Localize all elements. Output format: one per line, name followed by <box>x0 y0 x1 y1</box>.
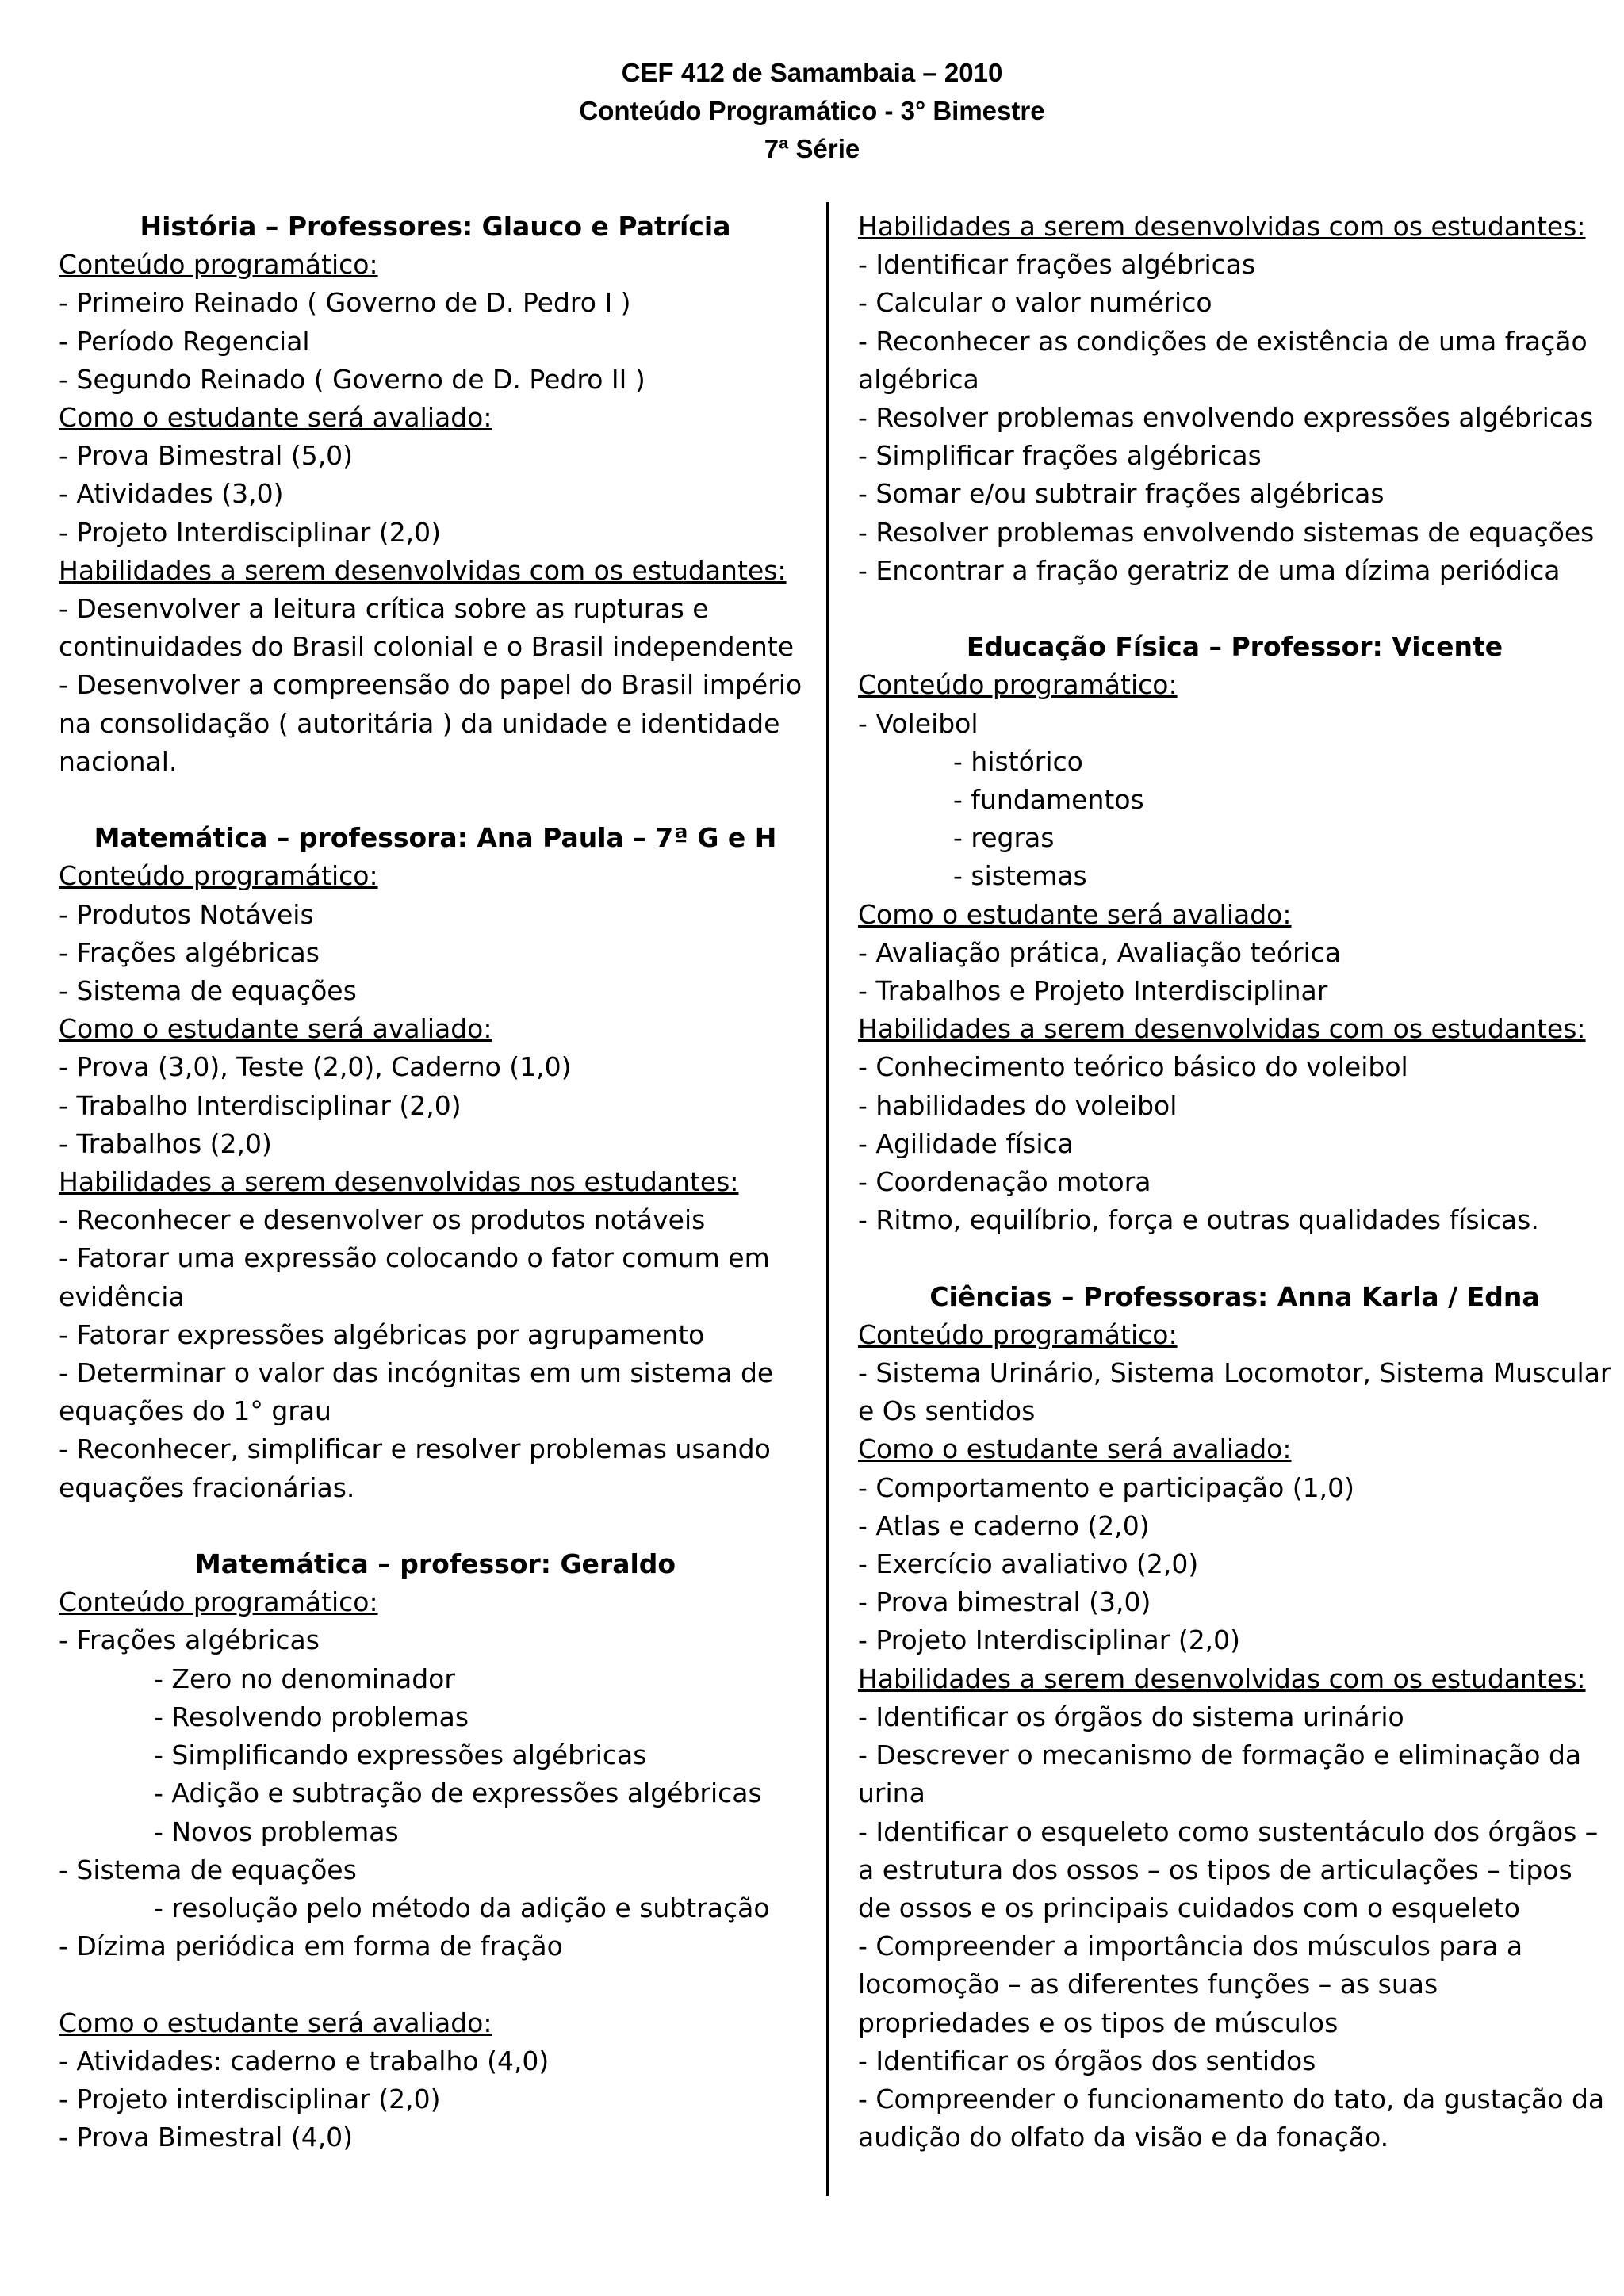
section-historia <box>59 208 812 781</box>
avaliacao-label: Como o estudante será avaliado: <box>59 2007 492 2038</box>
list-item: - Reconhecer e desenvolver os produtos notáveis <box>59 1204 706 1236</box>
list-item: - habilidades do voleibol <box>858 1089 1178 1121</box>
list-item: - Sistema Urinário, Sistema Locomotor, Sistema Muscular e Os sentidos <box>858 1357 1611 1427</box>
list-item: - Determinar o valor das incógnitas em um sistema de equações do 1° grau <box>59 1357 774 1427</box>
list-item: - Frações algébricas <box>59 936 320 968</box>
list-item: - Produtos Notáveis <box>59 898 314 930</box>
section-title: Ciências – Professoras: Anna Karla / Edna <box>929 1280 1540 1312</box>
list-item: - Segundo Reinado ( Governo de D. Pedro II ) <box>59 363 645 395</box>
conteudo-label: Conteúdo programático: <box>59 1586 378 1618</box>
list-item: - Voleibol <box>858 707 979 739</box>
list-item: - Reconhecer, simplificar e resolver problemas usando equações fracionárias. <box>59 1433 771 1503</box>
conteudo-label: Conteúdo programático: <box>59 860 378 892</box>
right-column <box>858 208 1611 2156</box>
list-item: - Atividades (3,0) <box>59 478 284 510</box>
section-educacao-fisica <box>858 628 1611 1239</box>
list-item: - Identificar os órgãos dos sentidos <box>858 2045 1316 2076</box>
list-item: - Sistema de equações <box>59 975 357 1007</box>
section-title: Matemática – professora: Ana Paula – 7ª G e H <box>94 822 777 854</box>
section-matematica-geraldo <box>59 1545 812 2156</box>
list-item: - Calcular o valor numérico <box>858 287 1212 319</box>
list-item: - Sistema de equações <box>59 1854 357 1885</box>
sub-list-item: - Novos problemas <box>154 1816 399 1847</box>
sub-list-item: - sistemas <box>953 860 1087 892</box>
list-item: - Conhecimento teórico básico do voleibol <box>858 1051 1408 1083</box>
avaliacao-label: Como o estudante será avaliado: <box>858 1433 1292 1465</box>
list-item: - Simplificar frações algébricas <box>858 440 1262 472</box>
column-divider <box>826 202 829 2196</box>
list-item: - Projeto interdisciplinar (2,0) <box>59 2083 441 2114</box>
list-item: - Prova (3,0), Teste (2,0), Caderno (1,0) <box>59 1051 572 1083</box>
list-item: - Comportamento e participação (1,0) <box>858 1471 1355 1503</box>
section-ciencias <box>858 1278 1611 2157</box>
list-item: - Identificar frações algébricas <box>858 249 1256 281</box>
list-item: - Atlas e caderno (2,0) <box>858 1510 1150 1541</box>
list-item: - Fatorar uma expressão colocando o fator comum em evidência <box>59 1242 770 1312</box>
list-item: - Ritmo, equilíbrio, força e outras qualidades físicas. <box>858 1204 1539 1236</box>
avaliacao-label: Como o estudante será avaliado: <box>59 1013 492 1045</box>
list-item: - Trabalhos e Projeto Interdisciplinar <box>858 975 1328 1007</box>
conteudo-label: Conteúdo programático: <box>858 669 1178 701</box>
habilidades-label: Habilidades a serem desenvolvidas com os estudantes: <box>59 554 787 586</box>
sub-list-item: - Simplificando expressões algébricas <box>154 1739 647 1771</box>
list-item: - Prova bimestral (3,0) <box>858 1586 1151 1618</box>
list-item: - Projeto Interdisciplinar (2,0) <box>858 1624 1241 1656</box>
document-header <box>0 54 1624 168</box>
list-item: - Dízima periódica em forma de fração <box>59 1931 563 1962</box>
avaliacao-label: Como o estudante será avaliado: <box>858 898 1292 930</box>
header-subtitle: Conteúdo Programático - 3° Bimestre <box>579 96 1045 125</box>
section-title: História – Professores: Glauco e Patrícia <box>140 211 731 242</box>
left-column <box>59 208 812 2156</box>
sub-list-item: - resolução pelo método da adição e subtração <box>154 1892 770 1923</box>
conteudo-label: Conteúdo programático: <box>858 1318 1178 1350</box>
list-item: - Encontrar a fração geratriz de uma dízima periódica <box>858 554 1561 586</box>
list-item: - Agilidade física <box>858 1127 1074 1159</box>
list-item: - Resolver problemas envolvendo expressões algébricas <box>858 402 1594 434</box>
list-item: - Prova Bimestral (5,0) <box>59 440 354 472</box>
list-item: - Atividades: caderno e trabalho (4,0) <box>59 2045 550 2076</box>
list-item: - Reconhecer as condições de existência de uma fração algébrica <box>858 325 1588 395</box>
list-item: - Compreender o funcionamento do tato, da gustação da audição do olfato da visão e da fonação. <box>858 2083 1605 2153</box>
sub-list-item: - Adição e subtração de expressões algébricas <box>154 1777 762 1809</box>
list-item: - Frações algébricas <box>59 1624 320 1656</box>
list-item: - Identificar o esqueleto como sustentáculo dos órgãos – a estrutura dos ossos – os tipos de articulações – tipos de ossos e os principais cuidados com o esqueleto <box>858 1816 1599 1923</box>
section-title: Matemática – professor: Geraldo <box>194 1548 676 1580</box>
avaliacao-label: Como o estudante será avaliado: <box>59 402 492 434</box>
habilidades-label: Habilidades a serem desenvolvidas nos estudantes: <box>59 1166 739 1198</box>
list-item: - Período Regencial <box>59 325 310 357</box>
sub-list-item: - Zero no denominador <box>154 1663 455 1694</box>
list-item: - Trabalho Interdisciplinar (2,0) <box>59 1089 462 1121</box>
header-school: CEF 412 de Samambaia – 2010 <box>621 58 1003 87</box>
sub-list-item: - histórico <box>953 745 1083 777</box>
sub-list-item: - regras <box>953 822 1055 854</box>
habilidades-label: Habilidades a serem desenvolvidas com os estudantes: <box>858 1663 1586 1694</box>
header-grade: 7ª Série <box>764 134 860 163</box>
section-title: Educação Física – Professor: Vicente <box>966 631 1503 663</box>
conteudo-label: Conteúdo programático: <box>59 249 378 281</box>
section-matematica-ana-paula <box>59 819 812 1507</box>
list-item: - Desenvolver a leitura crítica sobre as rupturas e continuidades do Brasil colonial e o Brasil independente <box>59 593 795 663</box>
list-item: - Coordenação motora <box>858 1166 1151 1198</box>
habilidades-label: Habilidades a serem desenvolvidas com os estudantes: <box>858 211 1586 242</box>
list-item: - Identificar os órgãos do sistema urinário <box>858 1701 1404 1732</box>
list-item: - Prova Bimestral (4,0) <box>59 2122 354 2153</box>
list-item: - Desenvolver a compreensão do papel do Brasil império na consolidação ( autoritária ) da unidade e identidade nacional. <box>59 669 802 777</box>
list-item: - Compreender a importância dos músculos para a locomoção – as diferentes funções – as suas propriedades e os tipos de músculos <box>858 1931 1523 2038</box>
section-matematica-habilidades <box>858 208 1611 590</box>
habilidades-label: Habilidades a serem desenvolvidas com os estudantes: <box>858 1013 1586 1045</box>
list-item: - Avaliação prática, Avaliação teórica <box>858 936 1342 968</box>
list-item: - Exercício avaliativo (2,0) <box>858 1548 1199 1580</box>
list-item: - Resolver problemas envolvendo sistemas de equações <box>858 516 1595 548</box>
list-item: - Trabalhos (2,0) <box>59 1127 272 1159</box>
sub-list-item: - fundamentos <box>953 784 1144 816</box>
sub-list-item: - Resolvendo problemas <box>154 1701 469 1732</box>
list-item: - Fatorar expressões algébricas por agrupamento <box>59 1318 705 1350</box>
list-item: - Projeto Interdisciplinar (2,0) <box>59 516 442 548</box>
list-item: - Descrever o mecanismo de formação e eliminação da urina <box>858 1739 1582 1809</box>
list-item: - Primeiro Reinado ( Governo de D. Pedro I ) <box>59 287 631 319</box>
list-item: - Somar e/ou subtrair frações algébricas <box>858 478 1385 510</box>
